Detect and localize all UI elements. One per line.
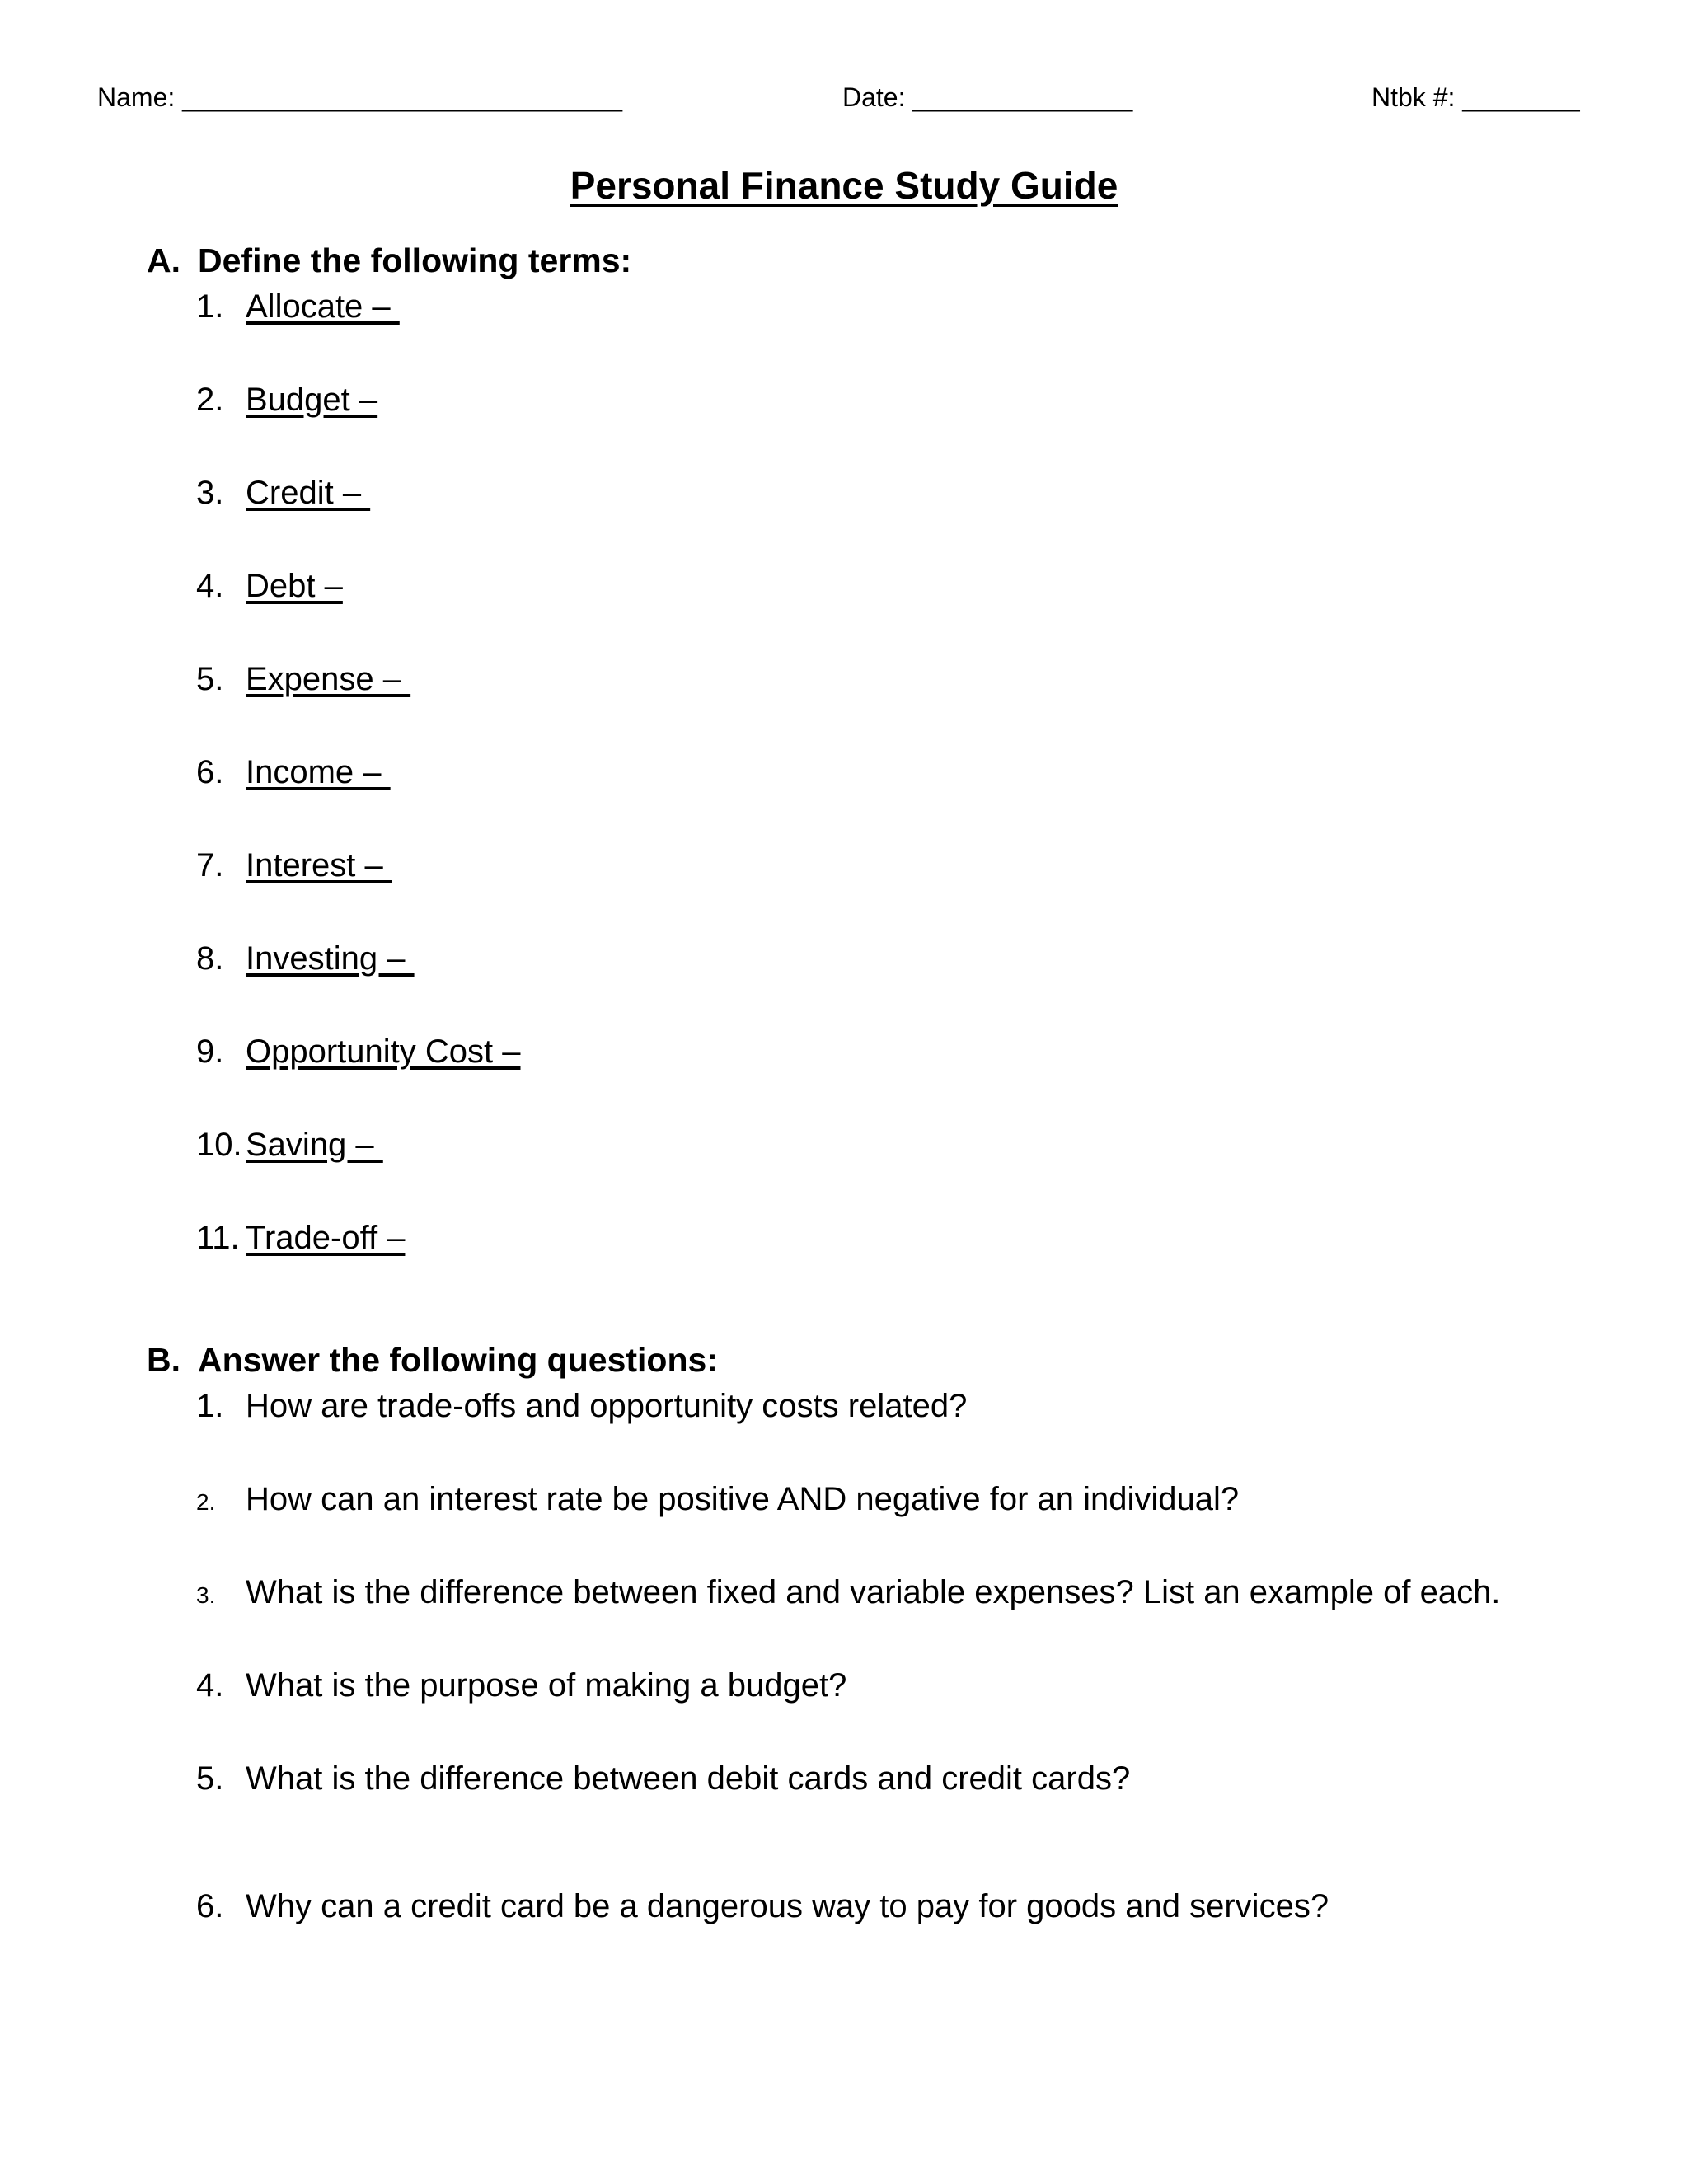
question-item <box>196 1385 967 1427</box>
section-b-heading-text: Answer the following questions: <box>198 1341 718 1379</box>
term-number: 5. <box>196 661 224 697</box>
term-label: Credit – <box>246 475 371 511</box>
term-label: Opportunity Cost – <box>246 1033 521 1070</box>
question-number: 5. <box>196 1760 224 1797</box>
term-label: Interest – <box>246 847 392 883</box>
term-label: Trade-off – <box>246 1220 406 1256</box>
question-number: 6. <box>196 1888 224 1924</box>
section-b-heading <box>147 1338 718 1381</box>
term-number: 3. <box>196 475 224 511</box>
section-b-letter: B. <box>147 1341 181 1379</box>
term-number: 6. <box>196 754 224 790</box>
question-text: What is the difference between fixed and variable expenses? List an example of each. <box>246 1574 1501 1610</box>
term-label: Allocate – <box>246 288 400 325</box>
page-title: Personal Finance Study Guide <box>570 164 1118 207</box>
term-label: Income – <box>246 754 391 790</box>
section-a-heading-text: Define the following terms: <box>198 241 632 279</box>
question-text: What is the purpose of making a budget? <box>246 1667 847 1704</box>
term-item <box>196 658 410 701</box>
term-number: 2. <box>196 382 224 418</box>
question-number: 3. <box>196 1582 216 1608</box>
term-label: Expense – <box>246 661 411 697</box>
question-text: Why can a credit card be a dangerous way to pay for goods and services? <box>246 1888 1329 1924</box>
term-number: 4. <box>196 568 224 604</box>
question-text: How are trade-offs and opportunity costs related? <box>246 1388 968 1424</box>
section-a-heading <box>147 239 631 282</box>
term-label: Investing – <box>246 940 415 977</box>
question-text: What is the difference between debit cards and credit cards? <box>246 1760 1131 1797</box>
question-number: 4. <box>196 1667 224 1704</box>
question-item <box>196 1885 1329 1928</box>
question-number: 1. <box>196 1388 224 1424</box>
term-number: 9. <box>196 1033 224 1070</box>
date-field[interactable]: Date: _______________ <box>842 82 1133 112</box>
question-text: How can an interest rate be positive AND negative for an individual? <box>246 1481 1240 1517</box>
term-number: 8. <box>196 940 224 977</box>
term-number: 7. <box>196 847 224 883</box>
question-item <box>196 1664 846 1707</box>
name-field[interactable]: Name: ______________________________ <box>97 82 623 112</box>
term-number: 11. <box>196 1220 240 1256</box>
term-item <box>196 751 391 794</box>
term-item <box>196 844 392 887</box>
term-item <box>196 565 343 607</box>
term-number: 1. <box>196 288 224 325</box>
notebook-number-field[interactable]: Ntbk #: ________ <box>1372 82 1580 112</box>
question-item <box>196 1478 1239 1524</box>
term-item <box>196 1123 383 1166</box>
section-a-letter: A. <box>147 241 181 279</box>
question-number: 2. <box>196 1489 216 1515</box>
question-item <box>196 1571 1500 1617</box>
term-item <box>196 471 370 514</box>
term-item <box>196 285 400 328</box>
term-label: Debt – <box>246 568 343 604</box>
term-item <box>196 1216 405 1259</box>
question-item <box>196 1757 1130 1800</box>
term-item <box>196 1030 521 1073</box>
term-item <box>196 937 415 980</box>
term-number: 10. <box>196 1127 242 1163</box>
term-item <box>196 378 377 421</box>
term-label: Budget – <box>246 382 378 418</box>
term-label: Saving – <box>246 1127 383 1163</box>
